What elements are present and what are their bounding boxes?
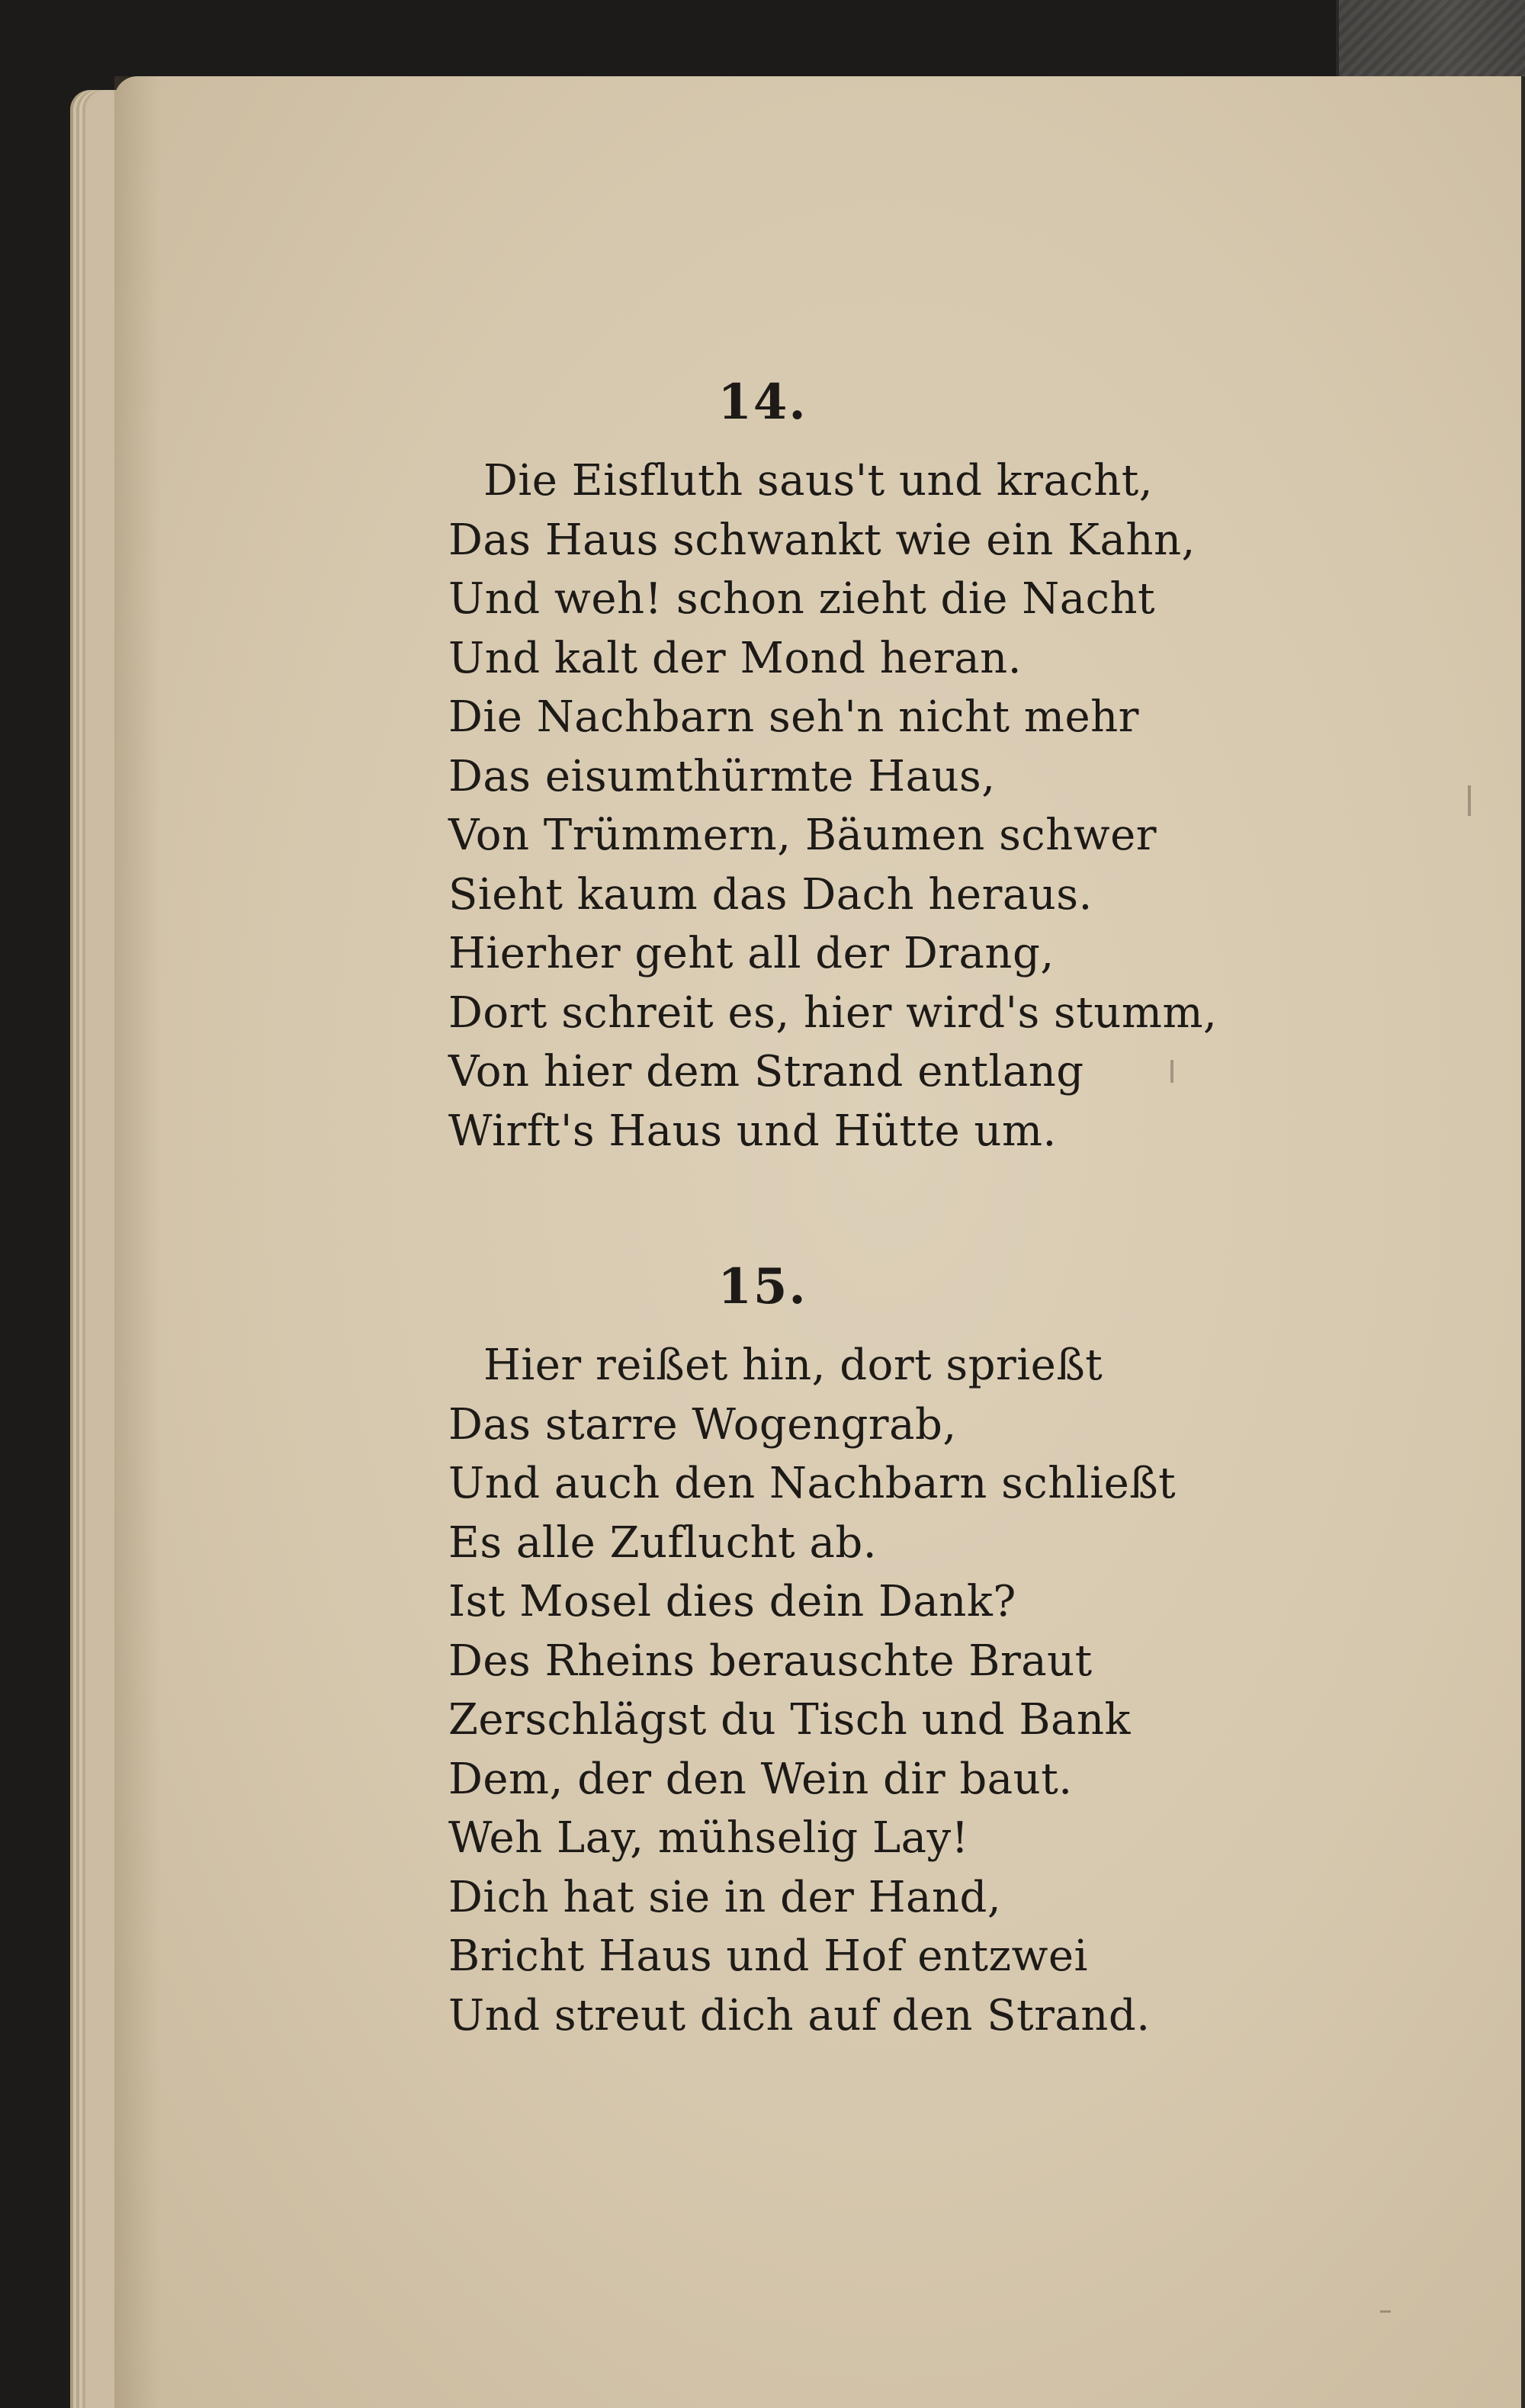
verse-line: Und weh! schon zieht die Nacht [448, 574, 1156, 624]
verse-line: Und kalt der Mond heran. [448, 633, 1023, 683]
page-mark [1380, 2310, 1391, 2313]
verse-line: Hier reißet hin, dort sprießt [483, 1340, 1103, 1390]
verse-line: Von Trümmern, Bäumen schwer [448, 811, 1157, 860]
verse-line: Sieht kaum das Dach heraus. [448, 869, 1093, 920]
verse-line: Hierher geht all der Drang, [448, 929, 1055, 978]
verse-line: Dort schreit es, hier wird's stumm, [448, 987, 1218, 1038]
stanza-15 [448, 1336, 1176, 2045]
verse-line: Von hier dem Strand entlang [448, 1047, 1084, 1096]
page-mark [1468, 785, 1471, 816]
book-spine-texture [1339, 0, 1525, 76]
verse-line: Und auch den Nachbarn schließt [448, 1459, 1177, 1508]
verse-line: Das starre Wogengrab, [448, 1399, 957, 1450]
verse-line: Zerschlägst du Tisch und Bank [448, 1695, 1131, 1745]
verse-line: Und streut dich auf den Strand. [448, 1990, 1151, 2040]
verse-line: Es alle Zuflucht ab. [448, 1517, 878, 1568]
verse-line: Die Eisfluth saus't und kracht, [483, 456, 1154, 506]
verse-line: Das eisumthürmte Haus, [448, 751, 996, 801]
verse-line: Wirft's Haus und Hütte um. [448, 1106, 1057, 1156]
verse-line: Ist Mosel dies dein Dank? [448, 1577, 1016, 1626]
verse-line: Des Rheins berauschte Braut [448, 1636, 1093, 1686]
stanza-number: 14. [718, 374, 807, 431]
verse-line: Die Nachbarn seh'n nicht mehr [448, 692, 1139, 742]
stanza-number: 15. [718, 1258, 807, 1315]
stanza-14 [448, 451, 1217, 1161]
verse-line: Weh Lay, mühselig Lay! [448, 1813, 969, 1863]
verse-line: Dem, der den Wein dir baut. [448, 1754, 1073, 1804]
verse-line: Dich hat sie in der Hand, [448, 1872, 1002, 1922]
verse-line: Bricht Haus und Hof entzwei [448, 1931, 1088, 1981]
verse-line: Das Haus schwankt wie ein Kahn, [448, 515, 1196, 565]
